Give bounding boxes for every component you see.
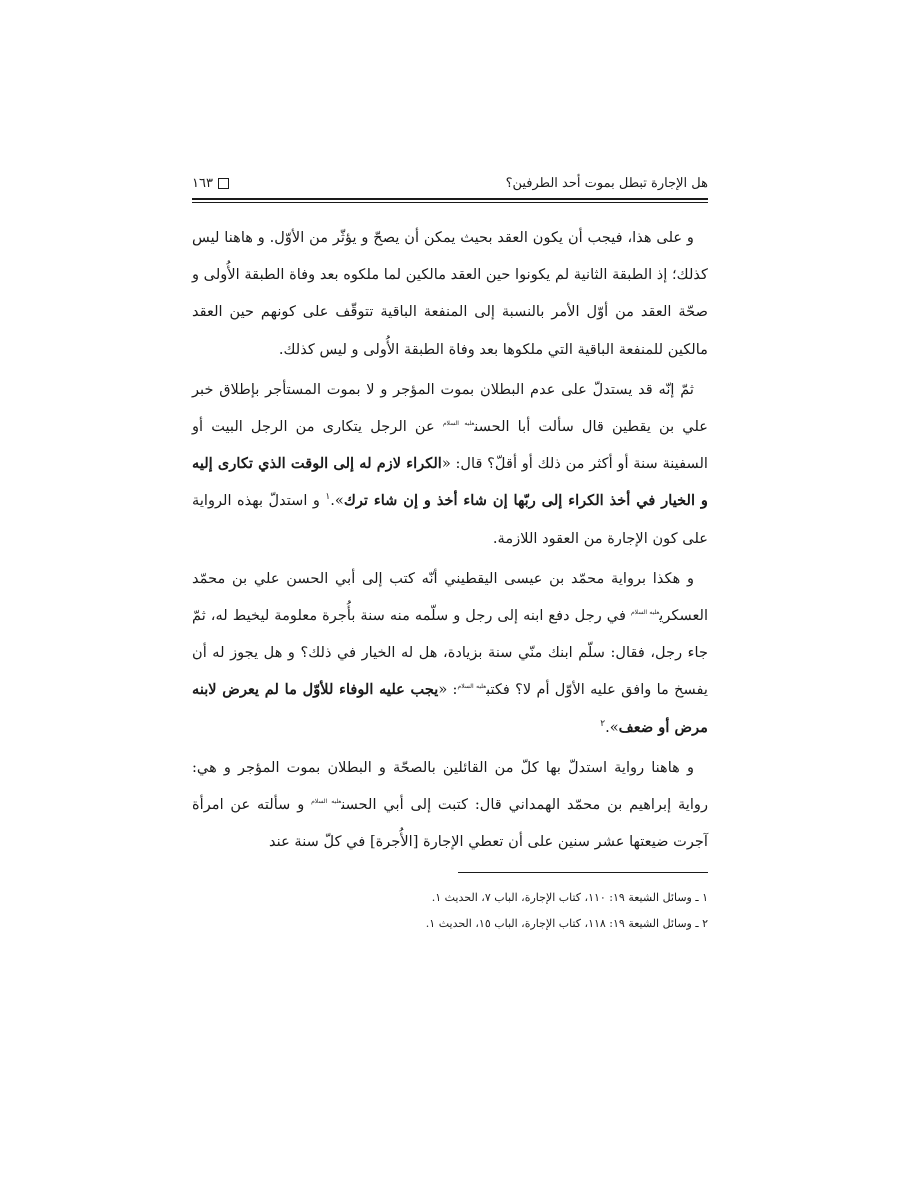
page-number: ١٦٣: [192, 175, 213, 191]
main-text: [192, 219, 708, 860]
paragraph-3: [192, 560, 708, 746]
quoted-hadith: يجب عليه الوفاء للأوّل ما لم يعرض لابنه مرض أو ضعف: [192, 681, 708, 736]
paragraph-text: و على هذا، فيجب أن يكون العقد بحيث يمكن أن يصحّ و يؤثّر من الأوّل. و هاهنا ليس كذلك؛ إذ الطبقة الثانية لم يكونوا حين العقد مالكين لما ملكوه بعد وفاة الطبقة الأُولى و صحّة العقد من أوّل الأمر بالنسبة إلى المنفعة الباقية تتوقّف على كونهم حين العقد مالكين للمنفعة الباقية التي ملكوها بعد وفاة الطبقة الأُولى و ليس كذلك.: [192, 229, 708, 358]
running-header: [192, 170, 708, 196]
honorific-glyph: عليه السلام: [311, 798, 342, 806]
footnote-separator: [458, 872, 708, 873]
header-rule-thin: [192, 202, 708, 203]
header-rule-thick: [192, 198, 708, 200]
paragraph-text: ».: [330, 492, 344, 510]
running-title: هل الإجارة تبطل بموت أحد الطرفين؟: [505, 175, 708, 191]
honorific-glyph: عليه السلام: [457, 683, 487, 691]
paragraph-text: و سألته عن امرأة آجرت ضيعتها عشر سنين على أن تعطي الإجارة [الأُجرة] في كلّ سنة عند: [192, 796, 708, 851]
paragraph-text: ».: [605, 718, 619, 736]
paragraph-text: : «: [438, 681, 458, 699]
paragraph-1: [192, 219, 708, 368]
footnote-ref-1[interactable]: ١: [325, 492, 331, 503]
square-box-icon: [218, 178, 229, 189]
paragraph-text: في رجل دفع ابنه إلى رجل و سلّمه منه سنة بأُجرة معلومة ليخيط له، ثمّ جاء رجل، فقال: سلّم ابنك منّي سنة بزيادة، هل له الخيار في ذلك؟ و هل يجوز له أن يفسخ ما وافق عليه الأوّل أم لا؟ فكتب: [192, 607, 708, 699]
footnotes: [192, 885, 708, 937]
quoted-hadith: الكراء لازم له إلى الوقت الذي تكارى إليه و الخيار في أخذ الكراء إلى ربّها إن شاء أخذ و إن شاء ترك: [192, 455, 708, 510]
footnote-ref-2[interactable]: ٢: [600, 718, 606, 729]
footnote-2: ٢ ـ وسائل الشيعة ١٩: ١١٨، كتاب الإجارة، الباب ١٥، الحديث ١.: [425, 917, 708, 931]
paragraph-text: عن الرجل يتكارى من الرجل البيت أو السفينة سنة أو أكثر من ذلك أو أقلّ؟ قال: «: [192, 418, 708, 473]
paragraph-text: ثمّ إنّه قد يستدلّ على عدم البطلان بموت المؤجر و لا بموت المستأجر بإطلاق خبر علي بن يقطين قال سألت أبا الحسن: [192, 380, 708, 436]
page-number-block: [192, 176, 229, 191]
paragraph-text: و استدلّ بهذه الرواية على كون الإجارة من العقود اللازمة.: [192, 492, 708, 547]
book-page: [192, 170, 708, 937]
paragraph-4: [192, 749, 708, 861]
honorific-glyph: عليه السلام: [630, 609, 660, 617]
paragraph-text: و هاهنا رواية استدلّ بها كلّ من القائلين بالصحّة و البطلان بموت المؤجر و هي: رواية إبراهيم بن محمّد الهمداني قال: كتبت إلى أبي الحسن: [192, 758, 708, 814]
footnote-1: ١ ـ وسائل الشيعة ١٩: ١١٠، كتاب الإجارة، الباب ٧، الحديث ١.: [431, 891, 708, 905]
honorific-glyph: عليه السلام: [442, 420, 475, 428]
paragraph-2: [192, 371, 708, 557]
paragraph-text: و هكذا برواية محمّد بن عيسى اليقطيني أنّه كتب إلى أبي الحسن علي بن محمّد العسكري: [192, 569, 708, 625]
